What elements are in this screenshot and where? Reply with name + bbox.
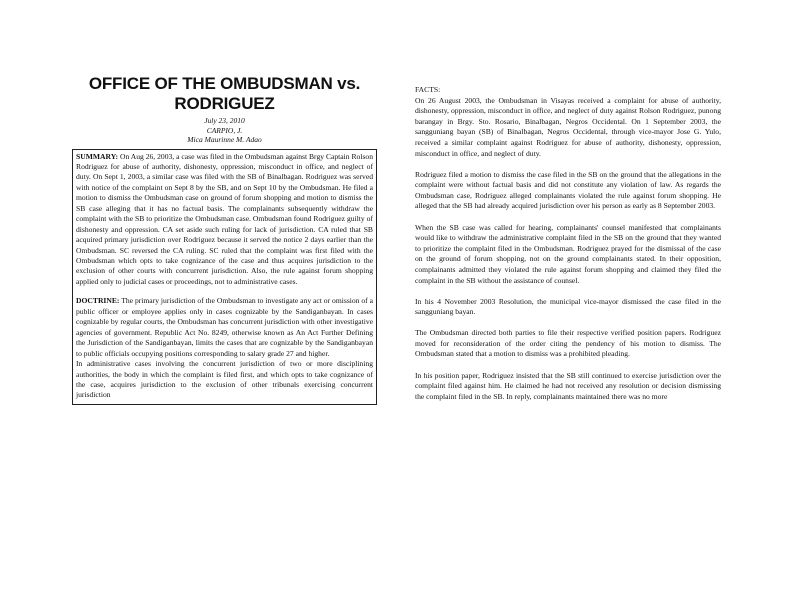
doctrine-label: DOCTRINE: <box>76 296 120 306</box>
doctrine-paragraph-2: In administrative cases involving the concurrent jurisdiction of two or more disciplining authorities, the body in which the complaint is filed first, and which opts to take cognizance of the case, acquires jurisdiction to the exclusion of other tribunals exercising concurrent jurisdiction <box>76 359 373 400</box>
left-column <box>72 74 377 405</box>
case-title: OFFICE OF THE OMBUDSMAN vs. RODRIGUEZ <box>88 74 361 113</box>
summary-paragraph <box>76 152 373 288</box>
doctrine-paragraph <box>76 296 373 359</box>
facts-paragraph: Rodriguez filed a motion to dismiss the case filed in the SB on the ground that the allegations in the complaint were without factual basis and did not constitute any violation of law. As regards the Ombudsman case, Rodriguez alleged complainants violated the rule against forum shopping. He alleged that the SB had already acquired jurisdiction over his person as early as 8 September 2003. <box>415 169 721 211</box>
facts-paragraph: In his 4 November 2003 Resolution, the municipal vice-mayor dismissed the case filed in the sangguniang bayan. <box>415 296 721 317</box>
facts-paragraph: In his position paper, Rodriguez insisted that the SB still continued to exercise jurisdiction over the complaint filed against him. He claimed he had not received any resolution or decision dismissing the complaint filed in the SB. In reply, complainants maintained there was no more <box>415 370 721 401</box>
facts-heading: FACTS: <box>415 85 441 94</box>
facts-paragraph: The Ombudsman directed both parties to file their respective verified position papers. Rodriguez moved for reconsideration of the order citing the pendency of his motion to dismiss. The Ombudsman stated that a motion to dismiss was a prohibited pleading. <box>415 328 721 359</box>
decision-date: July 23, 2010 <box>204 116 245 125</box>
ponente: CARPIO, J. <box>206 125 243 135</box>
doctrine-text: The primary jurisdiction of the Ombudsman to investigate any act or omission of a public officer or employee applies only in cases cognizable by the Sandiganbayan. In cases cognizable by regular courts, the Ombudsman has concurrent jurisdiction with other investigative agencies of government. Republic Act No. 8249, otherwise known as An Act Further Defining the Jurisdiction of the Sandiganbayan, limits the cases that are cognizable by the Sandiganbayan to public officials occupying positions corresponding to salary grade 27 and higher. <box>76 296 373 358</box>
summary-box <box>72 149 377 405</box>
summary-label: SUMMARY: <box>76 151 119 161</box>
right-column <box>415 85 721 413</box>
facts-paragraph: When the SB case was called for hearing, complainants' counsel manifested that complainants would like to withdraw the administrative complaint filed in the SB on the ground that they wanted to prioritize the complaint filed in the Ombudsman. Rodriguez prayed for the dismissal of the case on the ground of forum shopping, not on the ground complainants stated. In their opposition, complainants admitted they violated the rule against forum shopping and claimed they filed the complaint in the SB without the assistance of counsel. <box>415 222 721 285</box>
facts-paragraph: On 26 August 2003, the Ombudsman in Visayas received a complaint for abuse of authority, dishonesty, oppression, misconduct in office, and neglect of duty against Rolson Rodriguez, punong barangay in Brgy. Sto. Rosario, Binalbagan, Negros Occidental. On 1 September 2003, the sangguniang bayan (SB) of Binalbagan, Negros Occidental, through vice-mayor Jose G. Yulo, received a similar complaint against Rodriguez for abuse of authority, dishonesty, oppression, misconduct in office, and neglect of duty. <box>415 95 721 158</box>
case-meta <box>72 116 377 145</box>
digest-author: Mica Maurinne M. Adao <box>187 135 262 144</box>
summary-text: On Aug 26, 2003, a case was filed in the Ombudsman against Brgy Captain Rolson Rodriguez for abuse of authority, dishonesty, oppression, misconduct in office, and neglect of duty. On Sept 1, 2003, a similar case was filed with the SB of Binalbagan. Rodriguez was served with notice of the complaint on Sept 8 by the SB, and on Sept 10 by the Ombudsman. He filed a motion to dismiss the Ombudsman case on ground of forum shopping and motion to dismiss the SB case alleging that it has no factual basis. The complainants subsequently withdraw the complaint with the SB to prioritize the Ombudsman case. Ombudsman found Rodriguez guilty of dishonesty and oppression. CA set aside such ruling for lack of jurisdiction. CA ruled that SB acquired primary jurisdiction over Rodriguez because it served the notice 2 days earlier than the Ombudsman. SC reversed the CA ruling. SC ruled that the complaint was first filed with the Ombudsman which opts to take cognizance of the case and thus acquires jurisdiction to the exclusion of other courts with concurrent jurisdiction. Also, the rule against forum shopping applied only to judicial cases or proceedings, not to administrative cases. <box>76 151 373 286</box>
